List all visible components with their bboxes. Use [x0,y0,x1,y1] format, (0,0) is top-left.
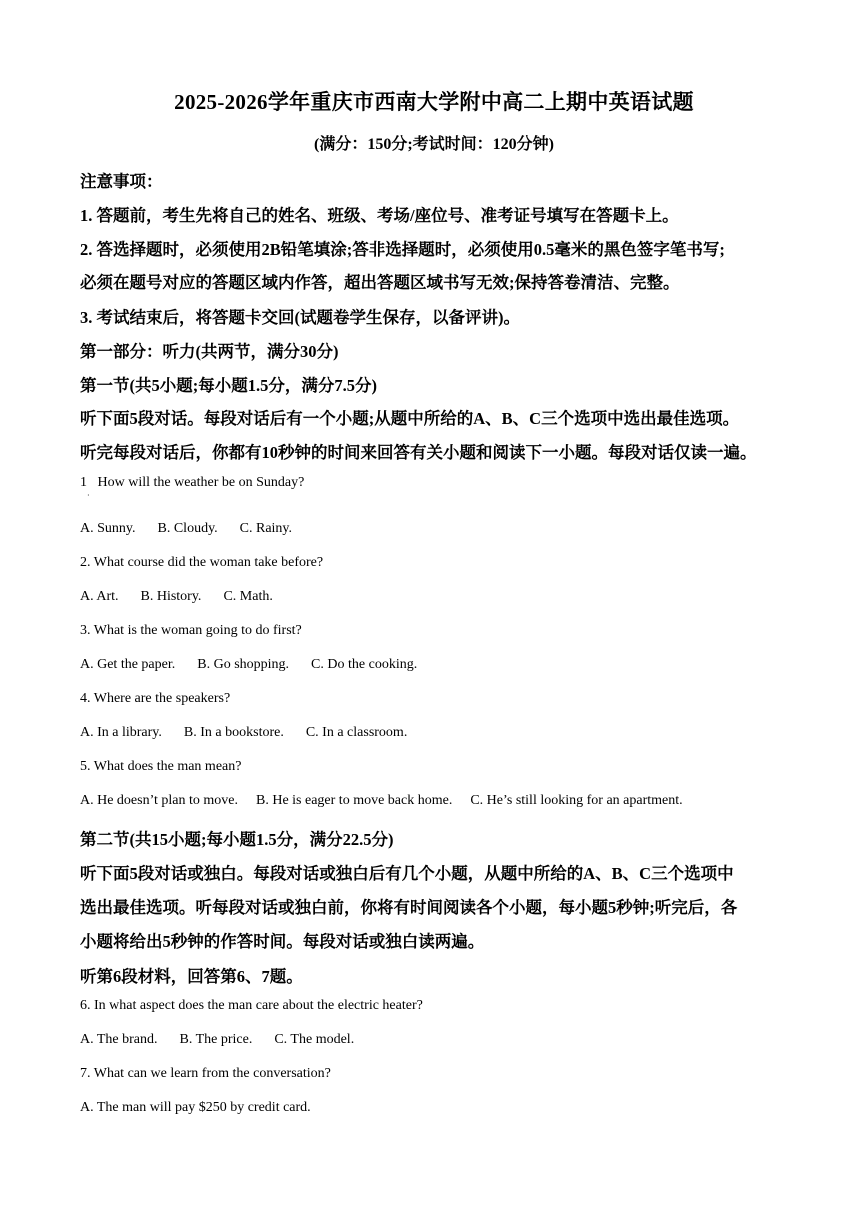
page-title: 2025-2026学年重庆市西南大学附中高二上期中英语试题 [174,90,694,114]
question-7 [80,1066,331,1082]
question-text: What does the man mean? [93,759,242,774]
option-b: B. Cloudy. [157,521,218,536]
option-b: B. In a bookstore. [183,725,284,740]
notes-heading: 注意事项： [80,172,163,191]
question-number: 2. [80,555,91,570]
question-text: What is the woman going to do first? [93,623,302,638]
question-6 [80,998,423,1014]
notes-item-2-line-2: 必须在题号对应的答题区域内作答，超出答题区域书写无效;保持答卷清洁、完整。 [80,273,680,292]
question-3 [80,623,302,639]
question-2 [80,555,323,571]
page-subtitle: (满分：150分;考试时间：120分钟) [314,136,554,153]
question-number: 1 [80,475,87,490]
option-b: B. Go shopping. [197,657,290,672]
question-text: Where are the speakers? [93,691,231,706]
section2-heading: 第二节(共15小题;每小题1.5分，满分22.5分) [80,830,394,849]
question-number: 4. [80,691,91,706]
question-4-options [80,725,429,741]
material-6-heading: 听第6段材料，回答第6、7题。 [80,967,303,986]
question-5-options [80,793,683,809]
question-6-options [80,1032,376,1048]
notes-item-2-line-1: 2. 答选择题时，必须使用2B铅笔填涂;答非选择题时，必须使用0.5毫米的黑色签字笔书写; [80,240,725,259]
option-b: B. The price. [179,1032,253,1047]
question-4 [80,691,230,707]
option-b: B. He is eager to move back home. [256,793,453,808]
section2-instructions-line-1: 听下面5段对话或独白。每段对话或独白后有几个小题，从题中所给的A、B、C三个选项中 [80,864,734,883]
question-7-options [80,1100,333,1116]
option-c: C. Do the cooking. [311,657,418,672]
question-number: 6. [80,998,91,1013]
question-text: How will the weather be on Sunday? [97,475,305,490]
option-a: A. Art. [80,589,119,604]
section2-instructions-line-3: 小题将给出5秒钟的作答时间。每段对话或独白读两遍。 [80,932,485,951]
section2-instructions-line-2: 选出最佳选项。听每段对话或独白前，你将有时间阅读各个小题，每小题5秒钟;听完后，各 [80,898,738,917]
option-a: A. Sunny. [80,521,136,536]
stray-dot: · [87,491,90,500]
option-a: A. In a library. [80,725,162,740]
section1-instructions-line-2: 听完每段对话后，你都有10秒钟的时间来回答有关小题和阅读下一小题。每段对话仅读一遍。 [80,443,757,462]
question-text: What course did the woman take before? [93,555,324,570]
option-a: A. The brand. [80,1032,158,1047]
option-b: B. History. [140,589,202,604]
notes-item-3: 3. 考试结束后，将答题卡交回(试题卷学生保存，以备评讲)。 [80,308,520,327]
option-c: C. In a classroom. [305,725,408,740]
question-number: 7. [80,1066,91,1081]
option-c: C. The model. [274,1032,355,1047]
question-1 [80,475,304,491]
question-1-options [80,521,314,537]
question-number: 5. [80,759,91,774]
section1-instructions-line-1: 听下面5段对话。每段对话后有一个小题;从题中所给的A、B、C三个选项中选出最佳选项。 [80,409,740,428]
option-c: C. Math. [223,589,273,604]
question-3-options [80,657,439,673]
notes-item-1: 1. 答题前，考生先将自己的姓名、班级、考场/座位号、准考证号填写在答题卡上。 [80,206,679,225]
option-c: C. He’s still looking for an apartment. [470,793,683,808]
question-text: What can we learn from the conversation? [93,1066,331,1081]
section1-heading: 第一节(共5小题;每小题1.5分，满分7.5分) [80,376,377,395]
option-a: A. The man will pay $250 by credit card. [80,1100,311,1115]
option-a: A. He doesn’t plan to move. [80,793,238,808]
question-number: 3. [80,623,91,638]
option-a: A. Get the paper. [80,657,176,672]
question-5 [80,759,241,775]
part1-heading: 第一部分：听力(共两节，满分30分) [80,342,339,361]
option-c: C. Rainy. [239,521,293,536]
question-text: In what aspect does the man care about the electric heater? [94,998,423,1013]
question-2-options [80,589,295,605]
